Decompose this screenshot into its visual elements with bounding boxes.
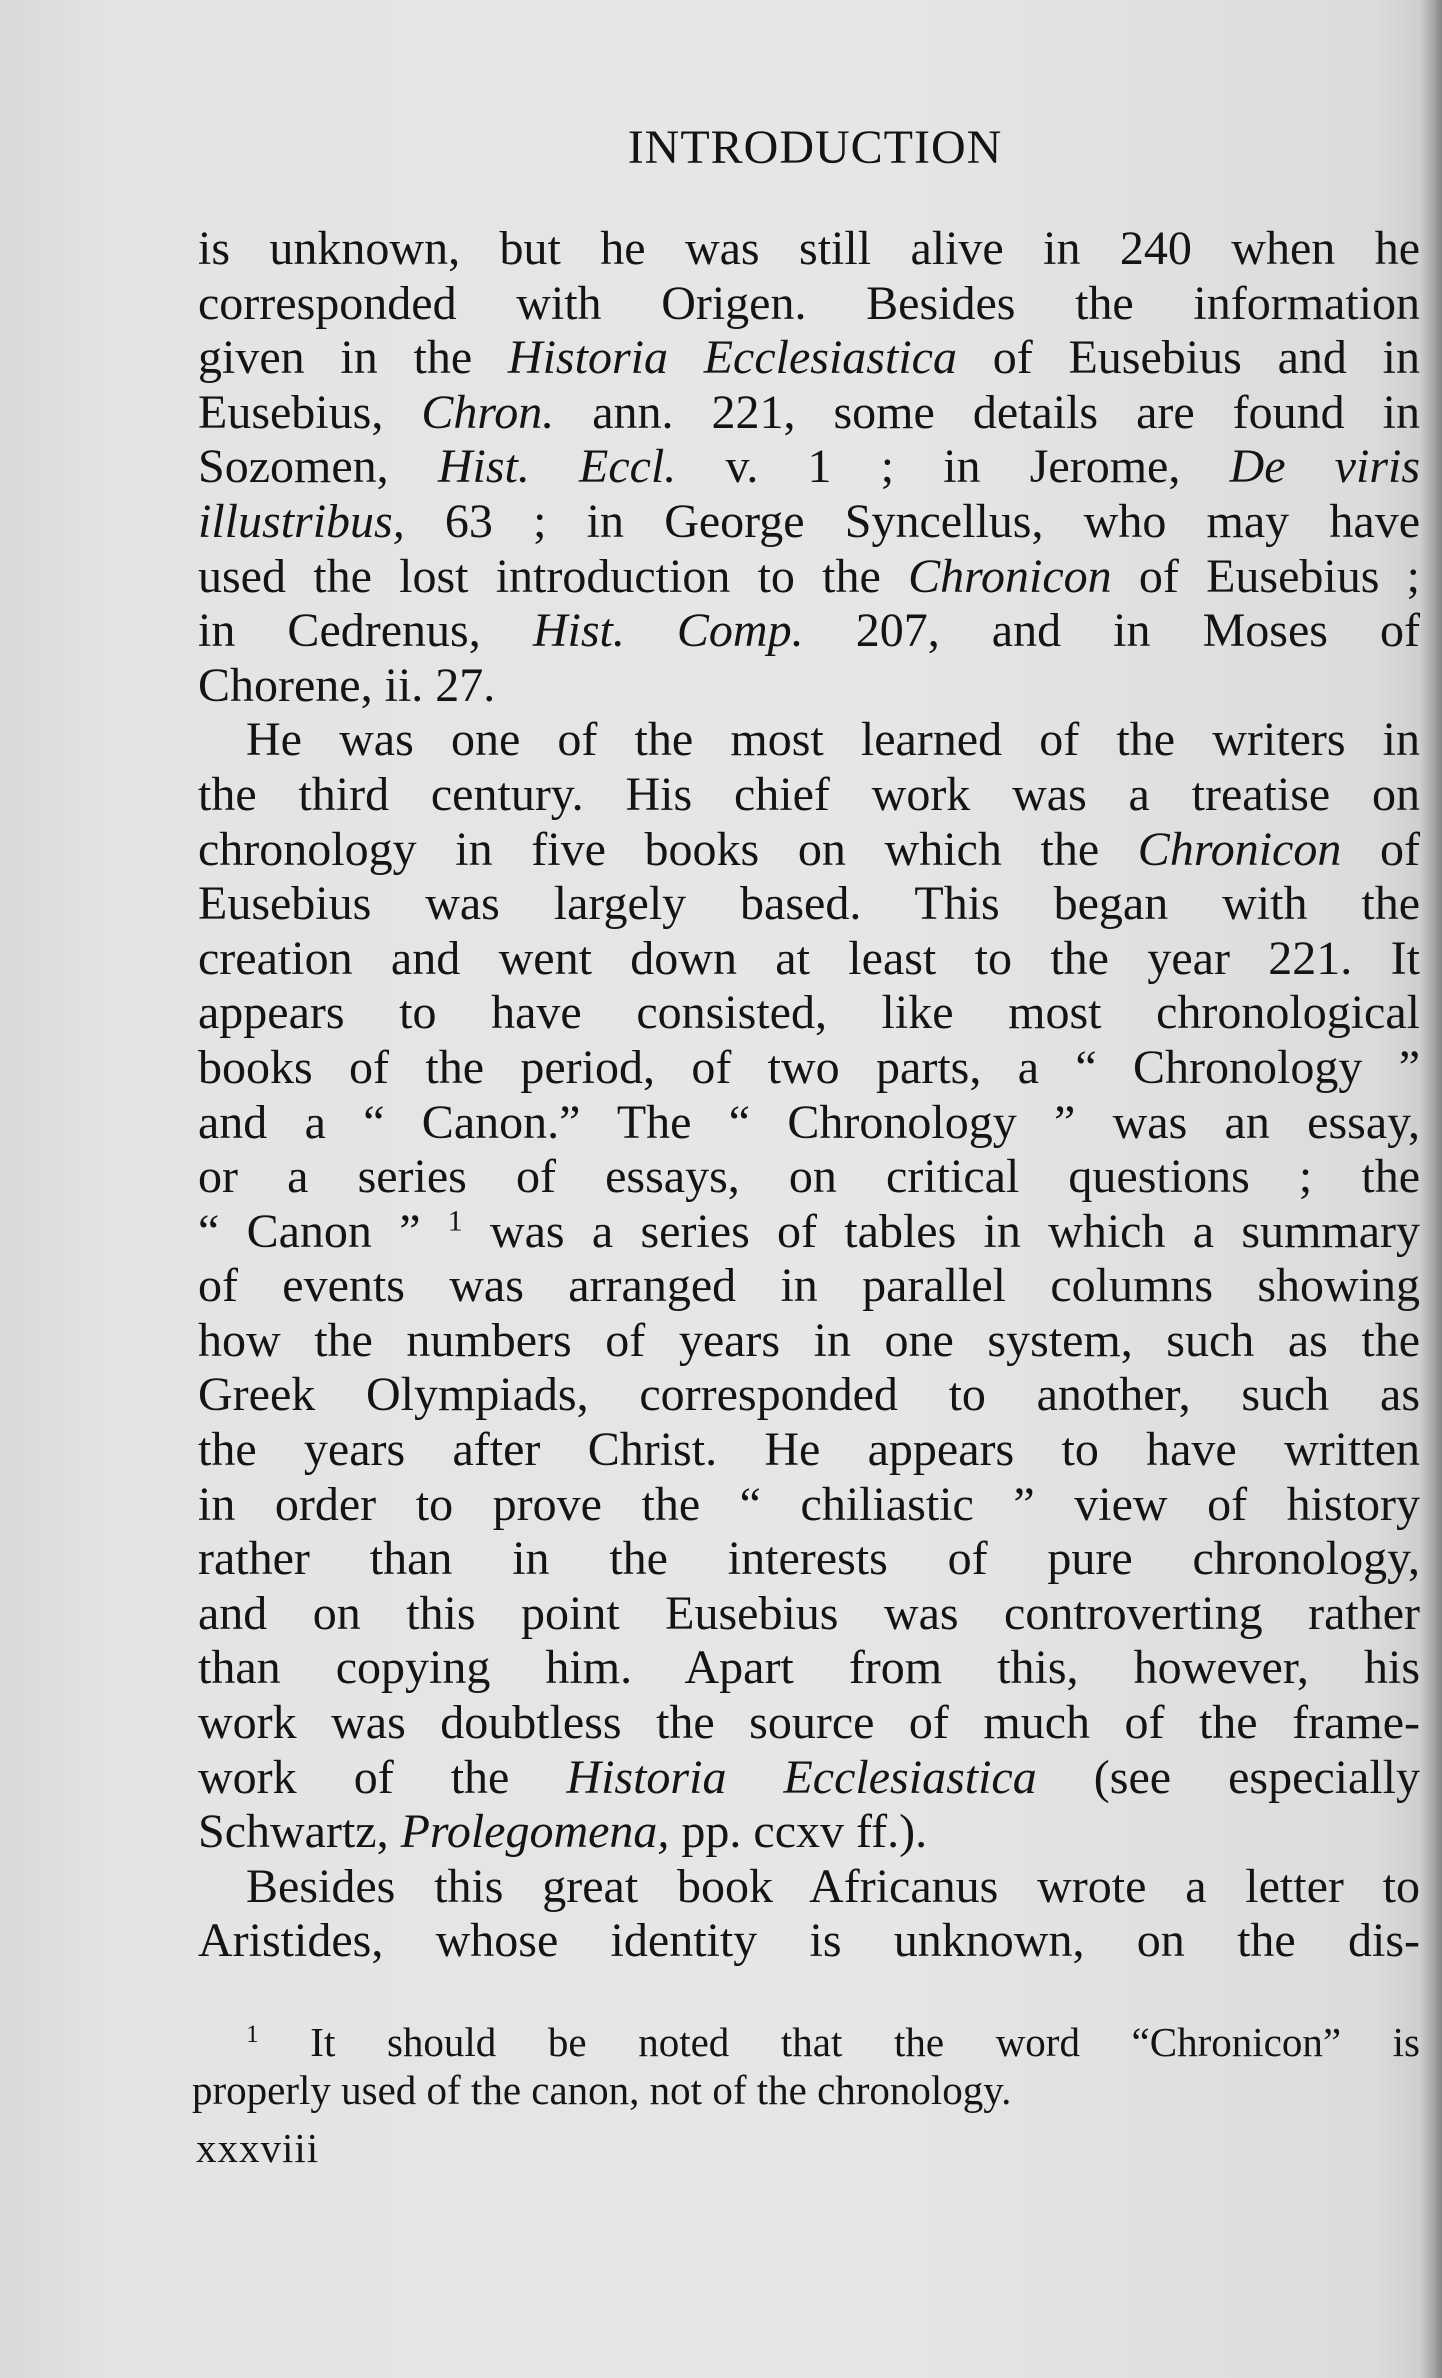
page-edge-shadow <box>1420 0 1442 2378</box>
text-line-10: He was one of the most learned of the writers in <box>246 713 1420 767</box>
text-line-15: appears to have consisted, like most chronological <box>198 986 1420 1040</box>
text-line-2: corresponded with Origen. Besides the information <box>198 276 1420 330</box>
text-line-9: Chorene, ii. 27. <box>198 658 496 712</box>
text-line-30: Schwartz, Prolegomena, pp. ccxv ff.). <box>198 1805 928 1859</box>
text-line-6: illustribus, 63 ; in George Syncellus, who may have <box>198 494 1420 548</box>
text-line-16: books of the period, of two parts, a “ Chronology ” <box>198 1040 1420 1094</box>
text-line-4: Eusebius, Chron. ann. 221, some details are found in <box>198 385 1420 439</box>
text-line-11: the third century. His chief work was a treatise on <box>198 767 1420 821</box>
text-line-5: Sozomen, Hist. Eccl. v. 1 ; in Jerome, De viris <box>198 440 1421 494</box>
footnote-marker: 1 <box>246 2020 259 2049</box>
page-number: xxxviii <box>196 2125 320 2171</box>
text-line-1: is unknown, but he was still alive in 240 when he <box>198 222 1420 275</box>
running-header: INTRODUCTION <box>627 121 1003 174</box>
body-text <box>198 222 1420 1969</box>
footnote-line-2: properly used of the canon, not of the chronology. <box>192 2067 1012 2113</box>
text-line-8: in Cedrenus, Hist. Comp. 207, and in Moses of <box>198 604 1421 658</box>
text-line-28: work was doubtless the source of much of the frame- <box>198 1696 1420 1750</box>
text-line-31: Besides this great book Africanus wrote a letter to <box>246 1859 1420 1913</box>
text-line-29: work of the Historia Ecclesiastica (see especially <box>198 1750 1420 1804</box>
text-line-23: the years after Christ. He appears to have written <box>198 1423 1420 1477</box>
footnote-ref: 1 <box>447 1204 463 1238</box>
text-line-14: creation and went down at least to the year 221. It <box>198 931 1420 985</box>
footnote <box>192 2018 1420 2114</box>
text-line-17: and a “ Canon.” The “ Chronology ” was an essay, <box>198 1095 1420 1149</box>
text-line-21: how the numbers of years in one system, such as the <box>198 1313 1420 1367</box>
footnote-line-1: $^1$ It should be noted that the word “Chronicon” is <box>246 2019 1420 2065</box>
text-line-25: rather than in the interests of pure chronology, <box>198 1532 1420 1586</box>
text-line-7: used the lost introduction to the Chronicon of Eusebius ; <box>198 549 1421 603</box>
text-line-13: Eusebius was largely based. This began with the <box>198 877 1420 931</box>
text-line-24: in order to prove the “ chiliastic ” view of history <box>198 1477 1420 1531</box>
text-line-32: Aristides, whose identity is unknown, on the dis- <box>198 1914 1420 1968</box>
text-line-22: Greek Olympiads, corresponded to another, such as <box>198 1368 1420 1422</box>
text-line-12: chronology in five books on which the Chronicon of <box>198 822 1420 876</box>
text-line-27: than copying him. Apart from this, however, his <box>198 1641 1420 1695</box>
text-line-3: given in the Historia Ecclesiastica of Eusebius and in <box>198 331 1420 385</box>
text-line-18: or a series of essays, on critical questions ; the <box>198 1150 1420 1204</box>
text-line-19: “ Canon ” $^1$ was a series of tables in which a summary <box>198 1204 1420 1258</box>
text-line-20: of events was arranged in parallel columns showing <box>198 1259 1420 1313</box>
text-line-26: and on this point Eusebius was controverting rather <box>198 1586 1420 1640</box>
